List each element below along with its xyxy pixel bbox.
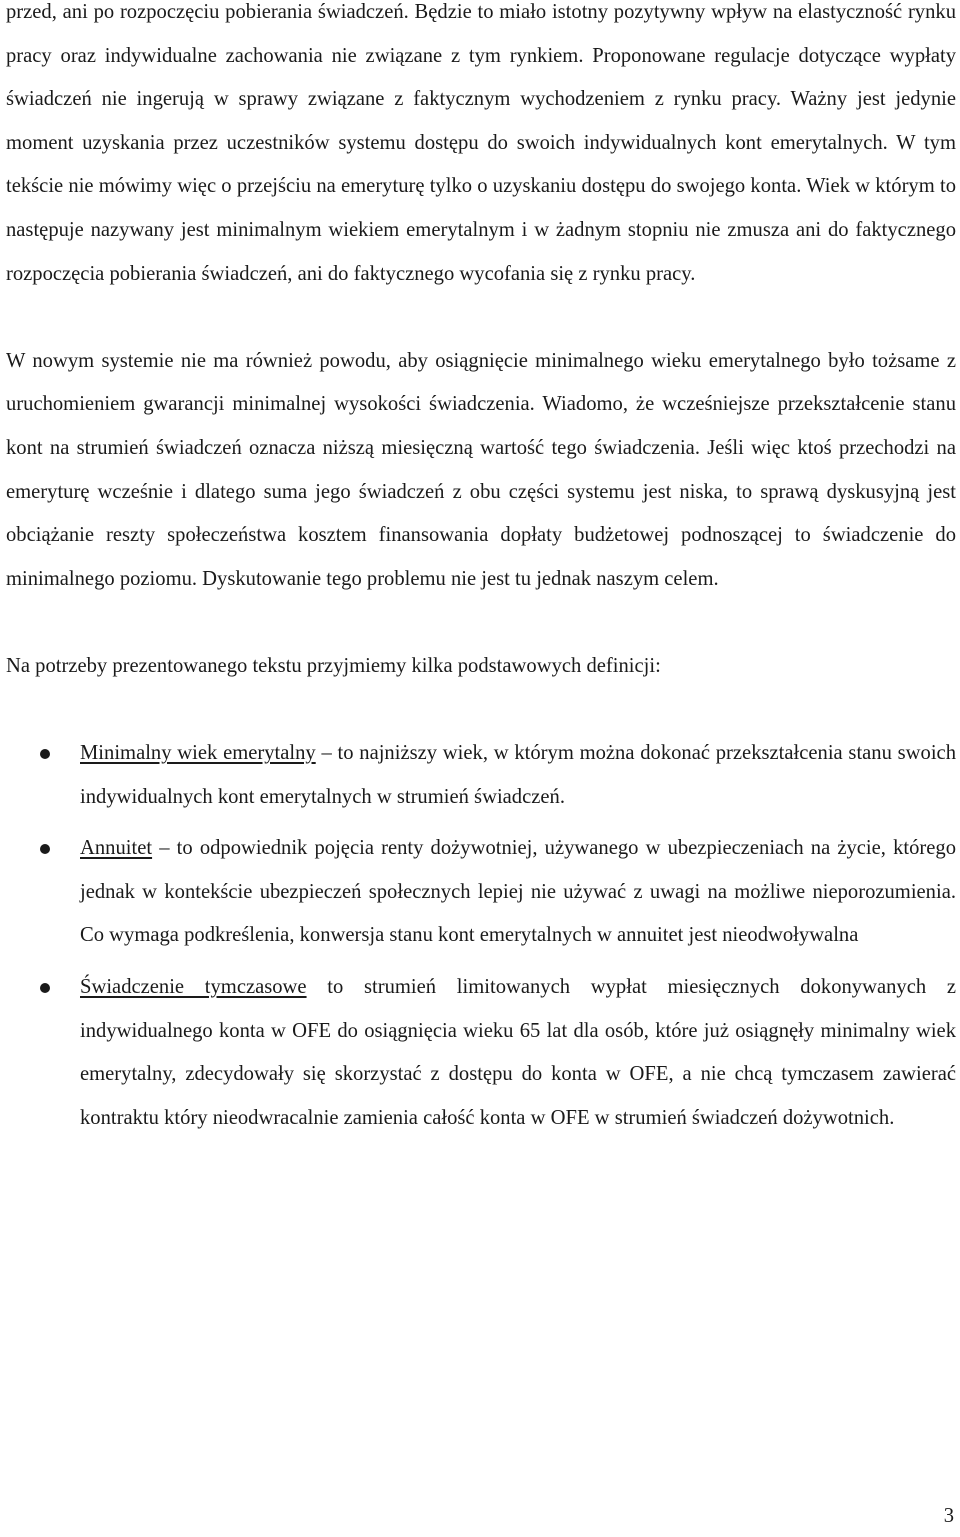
paragraph-1: przed, ani po rozpoczęciu pobierania świadczeń. Będzie to miało istotny pozytywny wpływ na elastyczność rynku pracy oraz indywidualne zachowania nie związane z tym rynkiem. Proponowane regulacje dotyczące wypłaty świadczeń nie ingerują w sprawy związane z faktycznym wychodzeniem z rynku pracy. Ważny jest jedynie moment uzyskania przez uczestników systemu dostępu do swoich indywidualnych kont emerytalnych. W tym tekście nie mówimy więc o przejściu na emeryturę tylko o uzyskaniu dostępu do swojego konta. Wiek w którym to następuje nazywany jest minimalnym wiekiem emerytalnym i w żadnym stopniu nie zmusza ani do faktycznego rozpoczęcia pobierania świadczeń, ani do faktycznego wycofania się z rynku pracy. <box>6 1 956 285</box>
paragraph-spacer <box>6 601 956 645</box>
definition-item <box>6 827 956 958</box>
paragraph-2: W nowym systemie nie ma również powodu, aby osiągnięcie minimalnego wieku emerytalnego było tożsame z uruchomieniem gwarancji minimalnej wysokości świadczenia. Wiadomo, że wcześniejsze przekształcenie stanu kont na strumień świadczeń oznacza niższą miesięczną wartość tego świadczenia. Jeśli więc ktoś przechodzi na emeryturę wcześnie i dlatego suma jego świadczeń z obu części systemu jest niska, to sprawą dyskusyjną jest obciążanie reszty społeczeństwa kosztem finansowania dopłaty budżetowej podnoszącej to świadczenie do minimalnego poziomu. Dyskutowanie tego problemu nie jest tu jednak naszym celem. <box>6 349 956 590</box>
definition-text: – to najniższy wiek, w którym można dokonać przekształcenia stanu swoich indywidualnych kont emerytalnych w strumień świadczeń. <box>80 742 956 808</box>
definitions-list <box>6 732 956 1140</box>
definition-item <box>6 732 956 819</box>
bullet-icon <box>40 749 50 759</box>
definition-text: – to odpowiednik pojęcia renty dożywotniej, używanego w ubezpieczeniach na życie, którego jednak w kontekście ubezpieczeń społecznych lepiej nie używać z uwagi na możliwe nieporozumienia. Co wymaga podkreślenia, konwersja stanu kont emerytalnych w annuitet jest nieodwoływalna <box>80 837 956 947</box>
definition-term: Annuitet <box>80 837 153 860</box>
paragraph-spacer <box>6 689 956 733</box>
paragraph-spacer <box>6 296 956 340</box>
document-page <box>6 0 956 1148</box>
definition-text: to strumień limitowanych wypłat miesięcznych dokonywanych z indywidualnego konta w OFE do osiągnięcia wieku 65 lat dla osób, które już osiągnęły minimalny wiek emerytalny, zdecydowały się skorzystać z dostępu do konta w OFE, a nie chcą tymczasem zawierać kontraktu który nieodwracalnie zamienia całość konta w OFE w strumień świadczeń dożywotnich. <box>80 976 956 1129</box>
definition-term: Minimalny wiek emerytalny <box>80 742 316 765</box>
bullet-icon <box>40 844 50 854</box>
bullet-icon <box>40 983 50 993</box>
definitions-intro: Na potrzeby prezentowanego tekstu przyjmiemy kilka podstawowych definicji: <box>6 654 661 677</box>
definition-item <box>6 966 956 1140</box>
page-number: 3 <box>943 1505 954 1527</box>
definition-term: Świadczenie tymczasowe <box>80 976 307 999</box>
